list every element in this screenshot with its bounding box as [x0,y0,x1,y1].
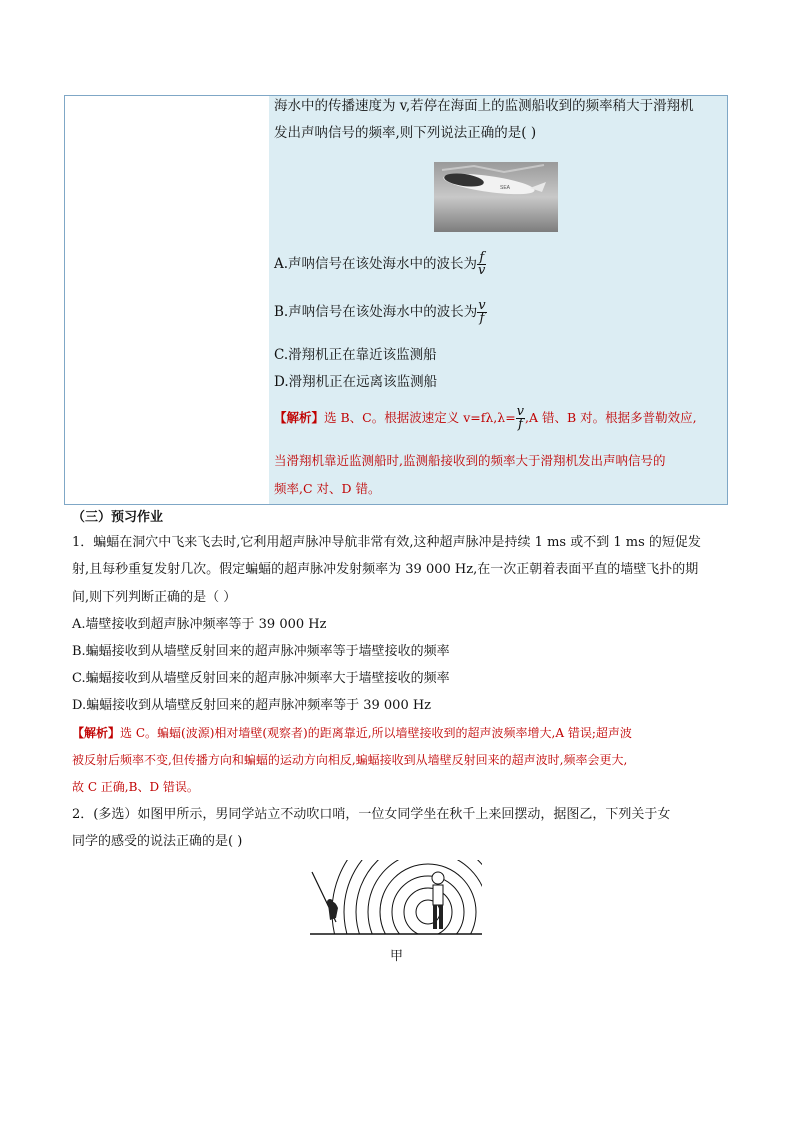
q2-line1: 2．(多选）如图甲所示，男同学站立不动吹口哨，一位女同学坐在秋千上来回摆动，据图乙，下列关于女 [72,807,671,822]
fraction-v-over-f-analysis: $\frac{v}{f}$ [516,404,525,432]
q1-analysis-line1: 【解析】选 C。蝙蝠(波源)相对墙壁(观察者)的距离靠近,所以墙壁接收到的超声波频率增大,A 错误;超声波 [72,726,632,740]
fraction-v-over-f: $\frac{v}{f}$ [478,298,486,326]
analysis-line2: 当滑翔机靠近监测船时,监测船接收到的频率大于滑翔机发出声呐信号的 [274,453,666,468]
q1-line2: 射,且每秒重复发射几次。假定蝙蝠的超声脉冲发射频率为 39 000 Hz,在一次正朝着表面平直的墙壁飞扑的期 [72,562,699,577]
section-title: （三）预习作业 [72,510,164,525]
analysis-line3: 频率,C 对、D 错。 [274,481,381,496]
q1-line1: 1．蝙蝠在洞穴中飞来飞去时,它利用超声脉冲导航非常有效,这种超声脉冲是持续 1 ms 或不到 1 ms 的短促发 [72,535,701,550]
q1-option-d: D.蝙蝠接收到从墙壁反射回来的超声脉冲频率等于 39 000 Hz [72,698,432,713]
option-a: A.声呐信号在该处海水中的波长为 $\frac{f}{v}$ [274,250,486,278]
glider-photo [434,162,558,232]
q2-line2: 同学的感受的说法正确的是( ) [72,834,243,849]
q1-analysis-line2: 被反射后频率不变,但传播方向和蝙蝠的运动方向相反,蝙蝠接收到从墙壁反射回来的超声波时,频率会更大, [72,753,628,767]
table-left-cell [65,96,270,504]
swing-figure [310,860,482,940]
question-text-line1: 海水中的传播速度为 v,若停在海面上的监测船收到的频率稍大于滑翔机 [274,98,694,114]
option-c: C.滑翔机正在靠近该监测船 [274,347,437,363]
q1-analysis-line3: 故 C 正确,B、D 错误。 [72,780,199,794]
option-d: D.滑翔机正在远离该监测船 [274,374,438,390]
q1-option-a: A.墙壁接收到超声脉冲频率等于 39 000 Hz [72,617,327,632]
svg-text:SEA: SEA [500,185,511,191]
q1-option-b: B.蝙蝠接收到从墙壁反射回来的超声脉冲频率等于墙壁接收的频率 [72,644,450,659]
option-b: B.声呐信号在该处海水中的波长为 $\frac{v}{f}$ [274,298,486,326]
analysis-line1: 【解析】选 B、C。根据波速定义 v=fλ,λ= $\frac{v}{f}$ ,A 错、B 对。根据多普勒效应, [274,404,697,432]
question-text-line2: 发出声呐信号的频率,则下列说法正确的是( ) [274,125,537,141]
figure-caption: 甲 [390,949,404,964]
fraction-f-over-v: $\frac{f}{v}$ [478,250,486,278]
q1-line3: 间,则下列判断正确的是（ ） [72,590,237,605]
q1-option-c: C.蝙蝠接收到从墙壁反射回来的超声脉冲频率大于墙壁接收的频率 [72,671,450,686]
